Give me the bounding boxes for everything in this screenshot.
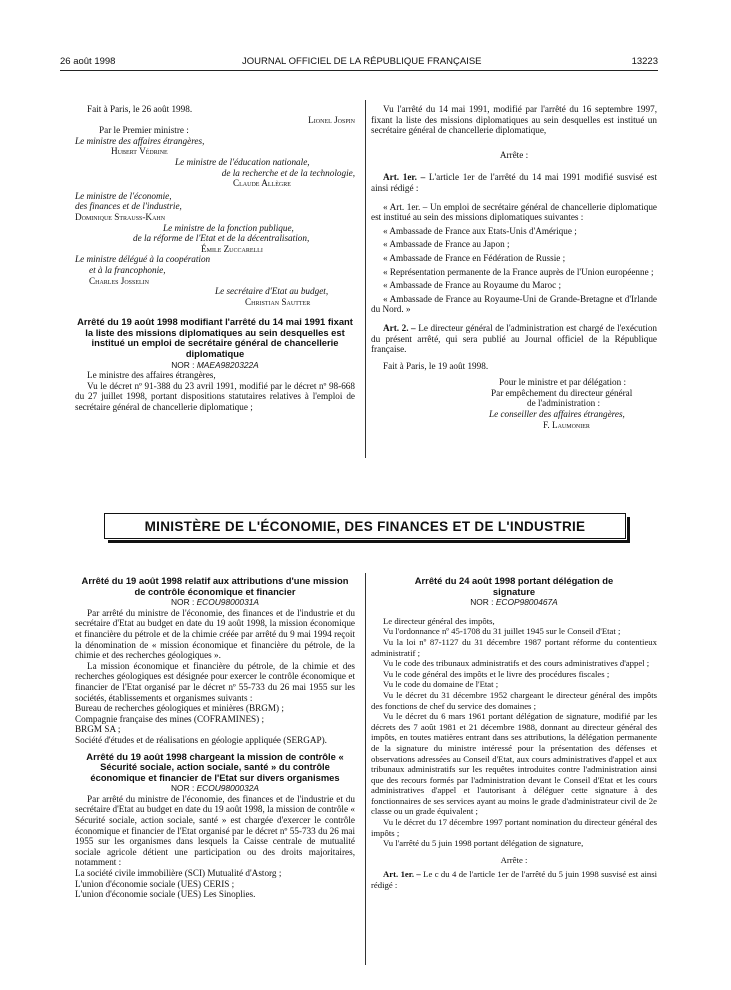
mission-item: « Ambassade de France aux Etats-Unis d'Amérique ;	[383, 225, 577, 236]
signatory-role: Le conseiller des affaires étrangères,	[489, 409, 625, 420]
signatory-name: F. Laumonier	[543, 419, 590, 430]
organism-item: L'union d'économie sociale (UES) CERIS ;	[75, 878, 235, 889]
signatory-role: Le ministre de la fonction publique,	[163, 222, 294, 233]
nor-code: ECOU9800032A	[196, 783, 259, 794]
signatory-name: Émile Zuccarelli	[201, 243, 263, 254]
paragraph: La mission économique et financière du pétrole, de la chimie et des recherches géologiques est désignée pour exercer le contrôle économique et financier de l'Etat organisé par le décret nº 55-733 du 26 mai 1955 sur les sociétés, établissements et organismes suivants :	[75, 660, 355, 703]
article-label: Art. 1er. –	[383, 172, 426, 183]
article-text: L'article 1er de l'arrêté du 14 mai 1991 modifié susvisé est ainsi rédigé :	[371, 172, 657, 193]
article-label: Art. 1er. –	[383, 869, 421, 880]
signatory-role: Le ministre délégué à la coopération	[75, 254, 211, 265]
signatory-name: Hubert Védrine	[111, 146, 168, 157]
paragraph: Vu le code des tribunaux administratifs et des cours administratives d'appel ;	[383, 658, 650, 669]
header-page-number: 13223	[631, 56, 658, 67]
left-bottom-column	[75, 576, 355, 900]
paragraph: Le directeur général des impôts,	[383, 615, 495, 626]
delegation-line: Par empêchement du directeur général	[491, 387, 633, 398]
paragraph: Vu le code général des impôts et le livre des procédures fiscales ;	[383, 668, 610, 679]
nor-reference	[75, 360, 355, 371]
delegation-line: Pour le ministre et par délégation :	[499, 377, 627, 388]
signatory-name: Christian Sautter	[245, 296, 311, 307]
nor-label: NOR :	[470, 597, 494, 608]
entity-item: Bureau de recherches géologiques et minières (BRGM) ;	[75, 703, 284, 714]
paragraph: Vu l'arrêté du 14 mai 1991, modifié par l'arrêté du 16 septembre 1997, fixant la liste des missions diplomatiques au sein desquelles est institué un secrétaire général de chancellerie diplomatique,	[371, 104, 657, 136]
article-label: Art. 2. –	[383, 322, 416, 333]
signature-date: Fait à Paris, le 26 août 1998.	[87, 104, 193, 114]
mission-item: « Ambassade de France au Japon ;	[383, 239, 510, 250]
article-1	[371, 869, 657, 890]
organism-item: La société civile immobilière (SCI) Mutualité d'Astorg ;	[75, 868, 282, 879]
nor-label: NOR :	[171, 597, 195, 608]
signature-date: Fait à Paris, le 19 août 1998.	[383, 360, 489, 371]
quoted-article: « Art. 1er. – Un emploi de secrétaire général de chancellerie diplomatique est institué au sein des missions diplomatiques suivantes :	[371, 201, 657, 223]
delegation-line: de l'administration :	[527, 398, 601, 409]
entity-item: Société d'études et de réalisations en géologie appliquée (SERGAP).	[75, 734, 327, 745]
running-header	[60, 56, 658, 70]
missions-list	[371, 226, 657, 315]
signatory-pm-name: Lionel Jospin	[308, 114, 355, 125]
header-journal-title: JOURNAL OFFICIEL DE LA RÉPUBLIQUE FRANÇAISE	[242, 56, 482, 67]
arrete-title: Arrêté du 19 août 1998 modifiant l'arrêté du 14 mai 1991 fixant la liste des missions diplomatiques au sein desquelles est institué un emploi de secrétaire général de chancellerie diplomatique	[77, 316, 353, 360]
arrete-label: Arrête :	[499, 149, 529, 160]
signatory-role: des finances et de l'industrie,	[75, 201, 182, 212]
ministry-section-title: MINISTÈRE DE L'ÉCONOMIE, DES FINANCES ET DE L'INDUSTRIE	[144, 518, 586, 534]
mission-item: « Ambassade de France en Fédération de Russie ;	[383, 252, 566, 263]
column-divider	[365, 100, 366, 458]
signatory-role: Le ministre de l'éducation nationale,	[175, 156, 310, 167]
paragraph: Vu le décret nº 91-388 du 23 avril 1991, modifié par le décret nº 98-668 du 27 juillet 1998, portant dispositions statutaires relatives à l'emploi de secrétaire général de chancellerie diplomatique ;	[75, 380, 355, 413]
signatory-name: Dominique Strauss-Kahn	[75, 211, 166, 222]
mission-item: « Représentation permanente de la France auprès de l'Union européenne ;	[383, 266, 654, 277]
right-top-column	[371, 104, 657, 430]
mission-item: « Ambassade de France au Royaume-Uni de Grande-Bretagne et d'Irlande du Nord. »	[371, 293, 657, 315]
arrete-title: Arrêté du 19 août 1998 chargeant la mission de contrôle « Sécurité sociale, action sociale, santé » du contrôle économique et financier de l'Etat sur divers organismes	[86, 750, 344, 783]
paragraph: Vu l'ordonnance nº 45-1708 du 31 juillet 1945 sur le Conseil d'Etat ;	[383, 626, 621, 637]
signatory-name: Claude Allègre	[233, 178, 291, 189]
nor-code: MAEA9820322A	[196, 359, 259, 370]
signatory-role: de la recherche et de la technologie,	[221, 167, 355, 178]
paragraph: Vu le décret du 6 mars 1961 portant délégation de signature, modifié par les décrets des 7 août 1981 et 21 décembre 1988, donnant au directeur général des impôts, en toutes matières entrant dans ses attributions, la délégation permanente de la signature du ministre intéressé pour la présentation des défenses et observations adressées au Conseil d'Etat, aux cours administratives d'appel et aux tribunaux administratifs sur les requêtes introduites contre l'administration ainsi que des recours formés par l'administration devant le Conseil d'Etat et les cours administratives d'appel et l'autorisant à déléguer cette signature à des fonctionnaires de ses services ayant au moins le grade d'administrateur civil de 2e classe ou un grade équivalent ;	[371, 711, 657, 817]
paragraph: Vu le décret du 31 décembre 1952 chargeant le directeur général des impôts des fonctions de chef du service des domaines ;	[371, 689, 657, 711]
nor-label: NOR :	[171, 783, 195, 794]
arrete-label: Arrête :	[500, 854, 528, 865]
signatory-role: et à la francophonie,	[89, 264, 166, 275]
paragraph: Vu l'arrêté du 5 juin 1998 portant délégation de signature,	[383, 838, 584, 849]
article-2	[371, 323, 657, 355]
ministry-section-banner	[104, 513, 626, 539]
paragraph: Vu le code du domaine de l'Etat ;	[383, 679, 499, 690]
entity-item: Compagnie française des mines (COFRAMINES) ;	[75, 713, 265, 724]
nor-reference	[371, 597, 657, 608]
nor-reference	[75, 597, 355, 608]
mission-item: « Ambassade de France au Royaume du Maroc ;	[383, 280, 562, 291]
entity-item: BRGM SA ;	[75, 724, 121, 735]
header-rule	[60, 70, 658, 71]
left-top-column	[75, 104, 355, 413]
arrete-title: Arrêté du 24 août 1998 portant délégation de signature	[414, 575, 614, 597]
header-date: 26 août 1998	[60, 56, 116, 67]
right-bottom-column	[371, 576, 657, 891]
signatory-role: de la réforme de l'Etat et de la décentralisation,	[133, 233, 310, 244]
organism-item: L'union d'économie sociale (UES) Les Sinoplies.	[75, 889, 256, 900]
signatory-role: Le ministre des affaires étrangères,	[75, 135, 205, 146]
signatory-role: Le secrétaire d'Etat au budget,	[215, 286, 329, 297]
par-premier-ministre: Par le Premier ministre :	[99, 125, 189, 136]
signatory-role: Le ministre de l'économie,	[75, 190, 172, 201]
nor-code: ECOU9800031A	[196, 597, 259, 608]
article-1	[371, 172, 657, 193]
paragraph: Par arrêté du ministre de l'économie, des finances et de l'industrie et du secrétaire d'Etat au budget en date du 19 août 1998, la mission économique et financière du pétrole et de la chimie créée par arrêté du 9 mai 1994 reçoit la dénomination de « mission économique et financière du pétrole, de la chimie et des recherches géologiques ».	[75, 607, 355, 661]
article-text: Le c du 4 de l'article 1er de l'arrêté du 5 juin 1998 susvisé est ainsi rédigé :	[371, 869, 657, 891]
arrete-title: Arrêté du 19 août 1998 relatif aux attributions d'une mission de contrôle économique et financier	[81, 575, 349, 597]
nor-code: ECOP9800467A	[495, 597, 558, 608]
column-divider	[365, 573, 366, 965]
article-text: Le directeur général de l'administration est chargé de l'exécution du présent arrêté, qui sera publié au Journal officiel de la République française.	[371, 322, 658, 355]
paragraph: Vu le décret du 17 décembre 1997 portant nomination du directeur général des impôts ;	[371, 817, 657, 838]
paragraph: Vu la loi nº 87-1127 du 31 décembre 1987 portant réforme du contentieux administratif ;	[371, 636, 657, 658]
paragraph: Par arrêté du ministre de l'économie, des finances et de l'industrie et du secrétaire d'Etat au budget en date du 19 août 1998, la mission de contrôle « Sécurité sociale, action sociale, santé » est chargée d'exercer le contrôle économique et financier de l'Etat organisé par le décret nº 55-733 du 26 mai 1955 sur les organismes dans lesquels la Caisse centrale de mutualité sociale agricole détient une participation ou des droits majoritaires, notamment :	[75, 793, 355, 868]
nor-reference	[75, 783, 355, 794]
paragraph: Le ministre des affaires étrangères,	[87, 370, 216, 381]
nor-label: NOR :	[171, 359, 195, 370]
signatory-name: Charles Josselin	[89, 275, 150, 286]
